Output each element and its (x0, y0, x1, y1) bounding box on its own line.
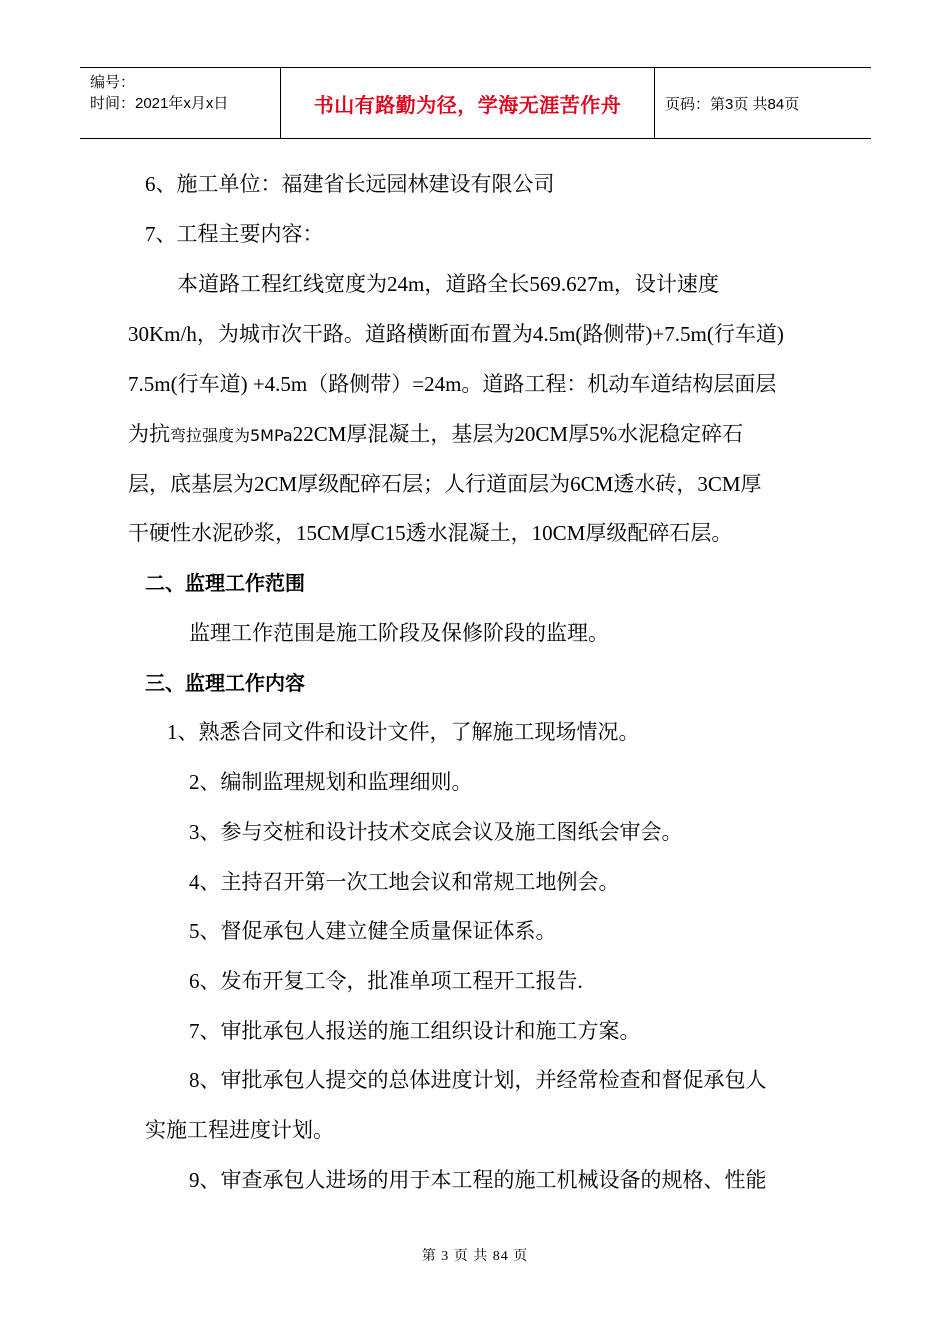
section-2-text: 监理工作范围是施工阶段及保修阶段的监理。 (189, 621, 609, 645)
desc-line-5: 层，底基层为2CM厚级配碎石层；人行道面层为6CM透水砖，3CM厚 (128, 472, 762, 496)
desc-line-6: 干硬性水泥砂浆，15CM厚C15透水混凝土，10CM厚级配碎石层。 (128, 521, 733, 545)
list-item: 4、主持召开第一次工地会议和常规工地例会。 (189, 870, 620, 894)
item-7: 7、工程主要内容： (145, 222, 324, 246)
header-motto: 书山有路勤为径，学海无涯苦作舟 (281, 68, 655, 138)
desc-line-4-c: 22CM厚混凝土，基层为20CM厚5%水泥稳定碎石 (292, 422, 744, 446)
list-item-continuation: 实施工程进度计划。 (145, 1118, 334, 1142)
desc-line-2: 30Km/h，为城市次干路。道路横断面布置为4.5m(路侧带)+7.5m(行车道) (128, 322, 784, 346)
desc-line-4-a: 为抗 (128, 422, 170, 446)
desc-line-4-b: 弯拉强度为5MPa (170, 426, 293, 445)
list-item: 3、参与交桩和设计技术交底会议及施工图纸会审会。 (189, 820, 683, 844)
list-item: 1、熟悉合同文件和设计文件，了解施工现场情况。 (167, 720, 640, 744)
header-meta (80, 68, 281, 138)
list-item: 8、审批承包人提交的总体进度计划，并经常检查和督促承包人 (189, 1068, 767, 1092)
section-3-title: 三、监理工作内容 (145, 671, 305, 695)
desc-line-3: 7.5m(行车道) +4.5m（路侧带）=24m。道路工程：机动车道结构层面层 (128, 372, 777, 396)
list-item: 7、审批承包人报送的施工组织设计和施工方案。 (189, 1019, 641, 1043)
list-item: 6、发布开复工令，批准单项工程开工报告. (189, 969, 583, 993)
list-item: 2、编制监理规划和监理细则。 (189, 770, 473, 794)
desc-line-1: 本道路工程红线宽度为24m，道路全长569.627m，设计速度 (177, 272, 719, 296)
number-label: 编号： (90, 74, 136, 91)
item-6: 6、施工单位：福建省长远园林建设有限公司 (145, 172, 555, 196)
page-header (80, 67, 871, 139)
section-2-title: 二、监理工作范围 (145, 571, 305, 595)
time-label: 时间：2021年x月x日 (90, 95, 229, 112)
list-item: 9、审查承包人进场的用于本工程的施工机械设备的规格、性能 (189, 1168, 767, 1192)
page-footer: 第 3 页 共 84 页 (421, 1249, 529, 1264)
header-page-info: 页码：第3页 共84页 (665, 95, 800, 113)
list-item: 5、督促承包人建立健全质量保证体系。 (189, 919, 557, 943)
desc-line-4 (128, 420, 743, 450)
